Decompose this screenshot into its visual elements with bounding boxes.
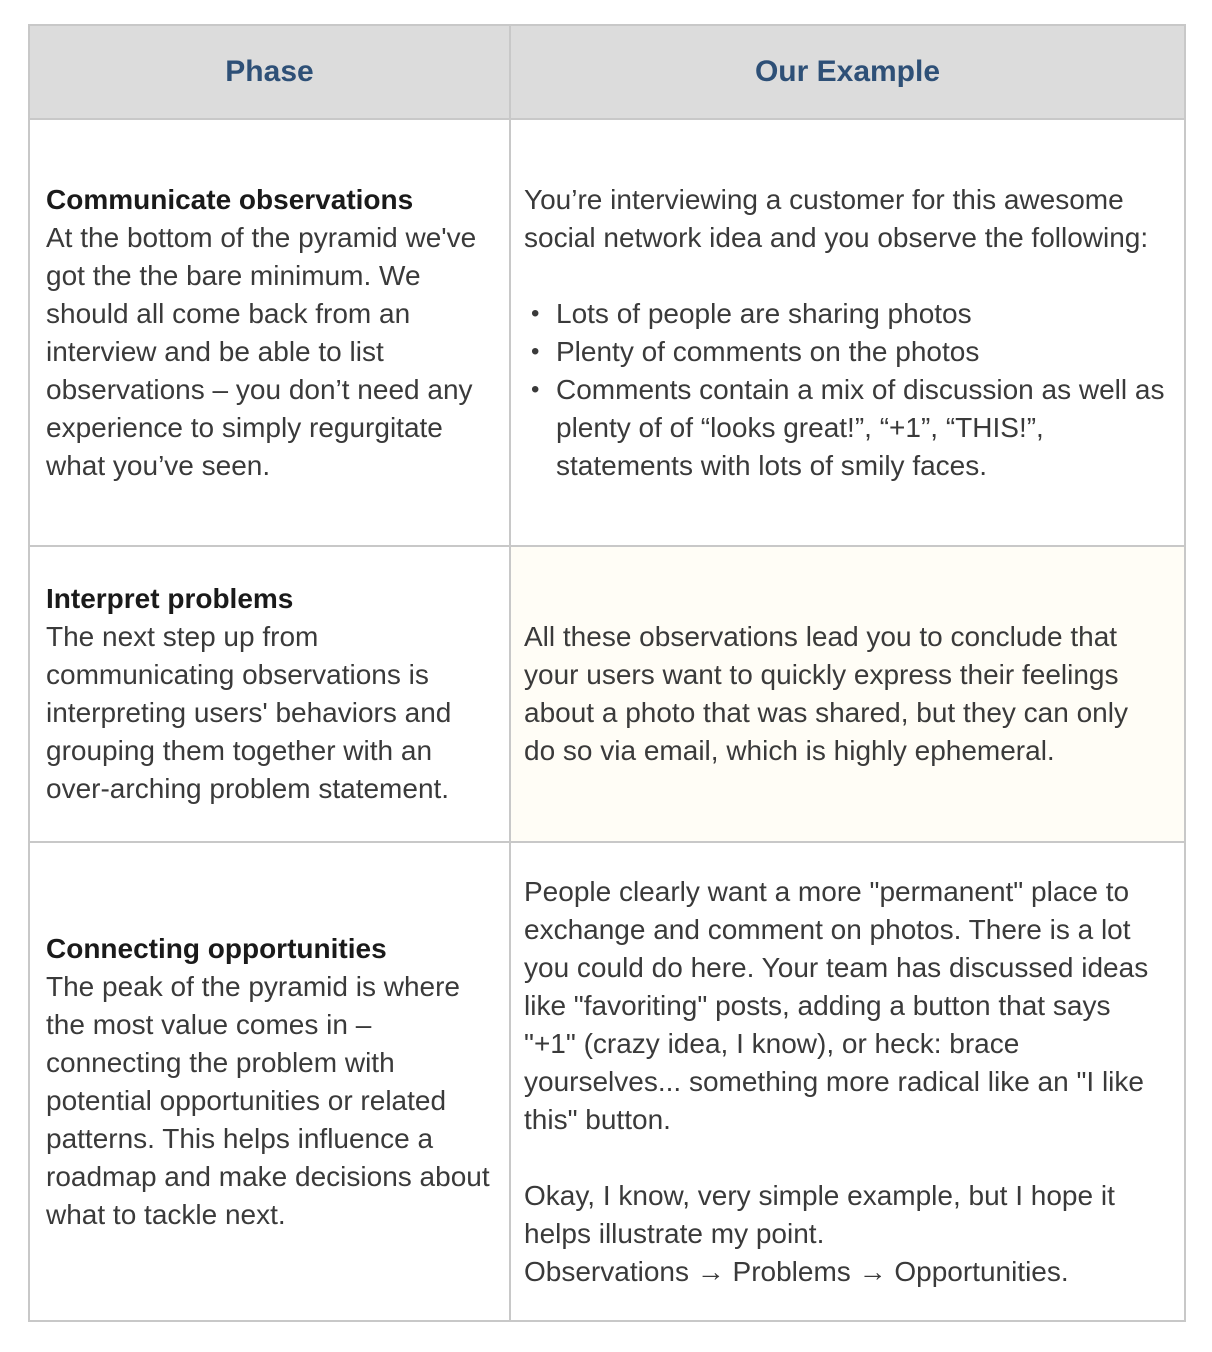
example-paragraph: All these observations lead you to conclude that your users want to quickly express their feelings about a photo that was shared, but they can only do so via email, which is highly ephemeral. [524, 621, 1128, 766]
bullet-icon: • [531, 375, 540, 403]
phase-title: Connecting opportunities [46, 932, 387, 964]
phase-title: Interpret problems [46, 583, 294, 614]
example-paragraph: Okay, I know, very simple example, but I hope it helps illustrate my point. [524, 1179, 1115, 1249]
phase-example-table [28, 24, 1186, 1322]
phase-description: The peak of the pyramid is where the most value comes in – connecting the problem with potential opportunities or related patterns. This helps influence a roadmap and make decisions about what to tackle next. [46, 970, 490, 1230]
bullet-icon: • [531, 299, 540, 327]
example-paragraph: People clearly want a more "permanent" place to exchange and comment on photos. There is a lot you could do here. Your team has discussed ideas like "favoriting" posts, adding a button that says "+1" (crazy idea, I know), or heck: brace yourselves... something more radical like an "I like this" button. [524, 875, 1149, 1135]
list-item [524, 371, 1166, 485]
column-header-our-example: Our Example [510, 25, 1185, 119]
list-item-text: Lots of people are sharing photos [556, 297, 972, 329]
list-item-text: Comments contain a mix of discussion as well as plenty of of “looks great!”, “+1”, “THIS!”, statements with lots of smily faces. [556, 373, 1165, 481]
observation-list [524, 295, 1166, 485]
table-row [29, 119, 1185, 546]
list-item [524, 333, 1166, 371]
phase-description: At the bottom of the pyramid we've got the the bare minimum. We should all come back from an interview and be able to list observations – you don’t need any experience to simply regurgitate what you’ve seen. [46, 221, 477, 481]
phase-cell-communicate-observations [29, 119, 510, 546]
example-cell-observations [510, 119, 1185, 546]
example-intro: You’re interviewing a customer for this awesome social network idea and you observe the following: [524, 183, 1149, 253]
phase-title: Communicate observations [46, 183, 414, 215]
phase-description: The next step up from communicating observations is interpreting users' behaviors and grouping them together with an over-arching problem statement. [46, 621, 452, 804]
column-header-phase: Phase [29, 25, 510, 119]
example-cell-opportunities [510, 842, 1185, 1321]
phase-cell-connecting-opportunities [29, 842, 510, 1321]
table-row [29, 546, 1185, 842]
phase-cell-interpret-problems [29, 546, 510, 842]
example-cell-problems [510, 546, 1185, 842]
list-item-text: Plenty of comments on the photos [556, 335, 980, 367]
bullet-icon: • [531, 337, 540, 365]
header-row [29, 25, 1185, 119]
list-item [524, 295, 1166, 333]
example-summary-flow: Observations → Problems → Opportunities. [524, 1255, 1069, 1287]
table-row [29, 842, 1185, 1321]
